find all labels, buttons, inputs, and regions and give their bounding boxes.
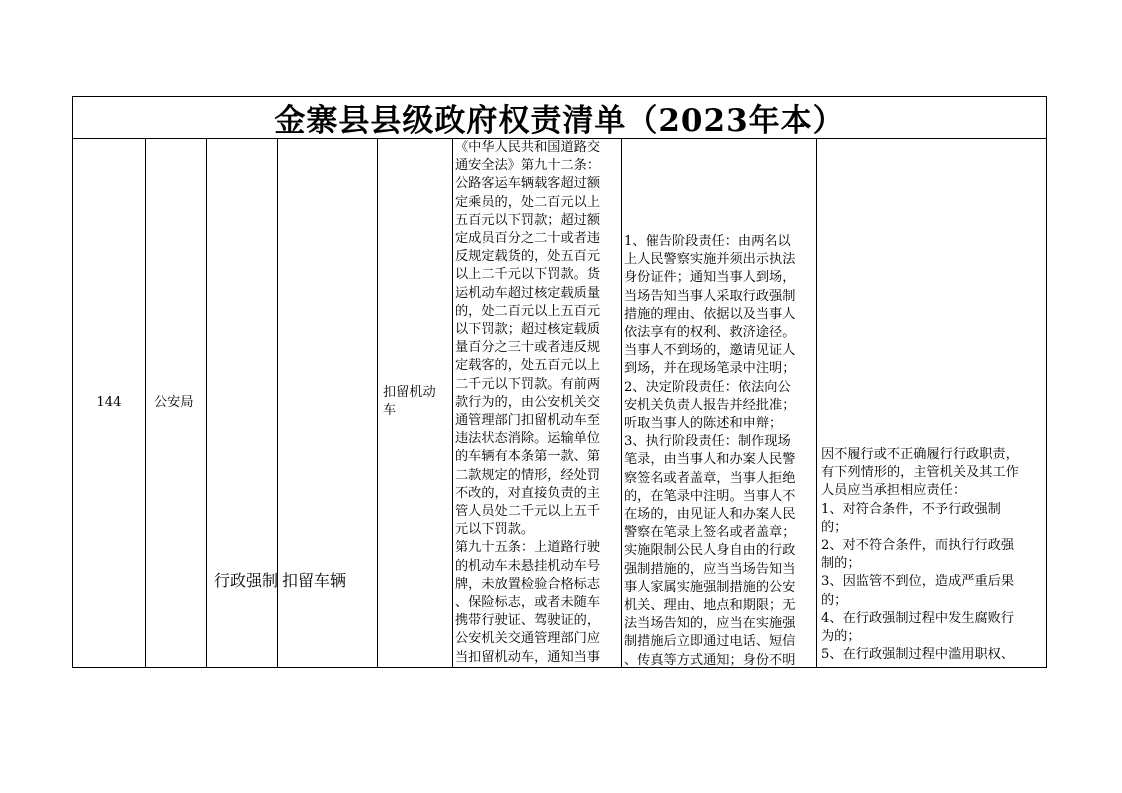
legal-basis-line: 通安全法》第九十二条： <box>455 158 601 174</box>
legal-basis-line: 以下罚款；超过核定载质 <box>455 322 601 338</box>
responsibility-line: 制措施后立即通过电话、短信 <box>624 634 796 650</box>
legal-basis-line: 五百元以下罚款；超过额 <box>455 212 601 228</box>
responsibility-line: 3、执行阶段责任：制作现场 <box>624 434 791 450</box>
legal-basis-line: 款行为的，由公安机关交 <box>455 394 601 410</box>
responsibility-line: 安机关负责人报告并经批准； <box>624 397 796 413</box>
responsibility-line: 实施限制公民人身自由的行政 <box>624 543 796 559</box>
responsibility-line: 2、决定阶段责任：依法向公 <box>624 379 791 395</box>
legal-basis-line: 定乘员的，处二百元以上 <box>455 194 601 210</box>
table-right-border <box>1046 96 1047 668</box>
legal-basis-line: 公安机关交通管理部门应 <box>455 631 601 647</box>
legal-basis-line: 公路客运车辆载客超过额 <box>455 176 601 192</box>
responsibility-line: 、传真等方式通知；身份不明 <box>624 652 796 668</box>
responsibility-line: 法当场告知的，应当在实施强 <box>624 616 796 632</box>
responsibility-cell <box>622 233 814 668</box>
accountability-line: 人员应当承担相应责任： <box>821 483 967 499</box>
accountability-line: 4、在行政强制过程中发生腐败行 <box>821 610 1015 626</box>
item-name-cell: 扣留车辆 <box>282 571 347 590</box>
legal-basis-line: 当扣留机动车，通知当事 <box>455 649 601 665</box>
page-title: 金寨县县级政府权责清单（2023年本） <box>274 103 845 139</box>
department-cell: 公安局 <box>154 395 194 411</box>
legal-basis-line: 第九十五条：上道路行驶 <box>455 540 601 556</box>
responsibility-line: 的，在笔录中注明。当事人不 <box>624 488 796 504</box>
accountability-line: 因不履行或不正确履行行政职责， <box>821 447 1019 462</box>
responsibility-line: 机关、理由、地点和期限；无 <box>624 598 796 614</box>
responsibility-line: 警察在笔录上签名或者盖章； <box>624 525 796 541</box>
legal-basis-line: 二款规定的情形，经处罚 <box>455 467 601 483</box>
legal-basis-line: 的机动车未悬挂机动车号 <box>455 558 601 574</box>
legal-basis-line: 以上二千元以下罚款。货 <box>455 267 601 283</box>
legal-basis-cell <box>454 139 624 668</box>
title-row <box>72 96 1047 139</box>
responsibility-line: 到场，并在现场笔录中注明； <box>624 361 796 377</box>
accountability-line: 有下列情形的，主管机关及其工作 <box>821 465 1019 481</box>
responsibility-line: 1、催告阶段责任：由两名以 <box>624 234 791 249</box>
responsibility-line: 事人家属实施强制措施的公安 <box>624 579 796 595</box>
legal-basis-line: 量百分之三十或者违反规 <box>455 340 601 356</box>
responsibility-line: 措施的理由、依据以及当事人 <box>624 306 796 322</box>
legal-basis-line: 牌，未放置检验合格标志 <box>455 576 601 592</box>
legal-basis-line: 元以下罚款。 <box>455 522 535 538</box>
legal-basis-line: 二千元以下罚款。有前两 <box>455 376 601 392</box>
legal-basis-line: 定成员百分之二十或者违 <box>455 231 601 247</box>
column-divider <box>816 138 817 668</box>
legal-basis-line: 通管理部门扣留机动车至 <box>455 413 601 429</box>
accountability-line: 的； <box>821 592 848 608</box>
row-number: 144 <box>96 395 122 411</box>
accountability-line: 3、因监管不到位，造成严重后果 <box>821 574 1015 590</box>
responsibility-line: 当场告知当事人采取行政强制 <box>624 288 796 304</box>
accountability-line: 为的； <box>821 629 861 645</box>
accountability-line: 2、对不符合条件，而执行行政强 <box>821 538 1015 554</box>
responsibility-line: 当事人不到场的，邀请见证人 <box>624 343 796 359</box>
legal-basis-line: 运机动车超过核定载质量 <box>455 285 601 301</box>
legal-basis-line: 违法状态消除。运输单位 <box>455 431 601 447</box>
category-cell: 行政强制 <box>214 571 279 590</box>
legal-basis-line: 的，处二百元以上五百元 <box>455 303 601 319</box>
accountability-line: 制的； <box>821 556 861 572</box>
legal-basis-line: 不改的，对直接负责的主 <box>455 485 601 501</box>
accountability-line: 5、在行政强制过程中滥用职权、 <box>821 647 1015 663</box>
responsibility-line: 身份证件；通知当事人到场， <box>624 270 796 286</box>
responsibility-line: 听取当事人的陈述和申辩； <box>624 416 783 432</box>
legal-basis-line: 的车辆有本条第一款、第 <box>455 449 601 465</box>
responsibility-line: 察签名或者盖章，当事人拒绝 <box>624 470 796 486</box>
legal-basis-line: 携带行驶证、驾驶证的， <box>455 613 601 629</box>
accountability-line: 1、对符合条件，不予行政强制 <box>821 501 1001 517</box>
responsibility-line: 依法享有的权利、救济途径。 <box>624 325 796 341</box>
responsibility-line: 笔录，由当事人和办案人民警 <box>624 452 796 468</box>
responsibility-line: 在场的，由见证人和办案人民 <box>624 507 796 523</box>
responsibility-line: 强制措施的，应当当场告知当 <box>624 561 796 577</box>
sub-item-cell <box>378 384 455 444</box>
sub-item-line: 车 <box>383 403 397 418</box>
sub-item-line: 扣留机动 <box>383 385 436 400</box>
legal-basis-line: 《中华人民共和国道路交 <box>455 140 601 155</box>
responsibility-line: 上人民警察实施并须出示执法 <box>624 252 796 268</box>
legal-basis-line: 定载客的，处五百元以上 <box>455 358 601 374</box>
legal-basis-line: 管人员处二千元以上五千 <box>455 504 601 520</box>
accountability-cell <box>818 446 1046 668</box>
legal-basis-line: 反规定载货的，处五百元 <box>455 249 601 265</box>
accountability-line: 的； <box>821 519 848 535</box>
legal-basis-line: 、保险标志，或者未随车 <box>455 595 601 611</box>
